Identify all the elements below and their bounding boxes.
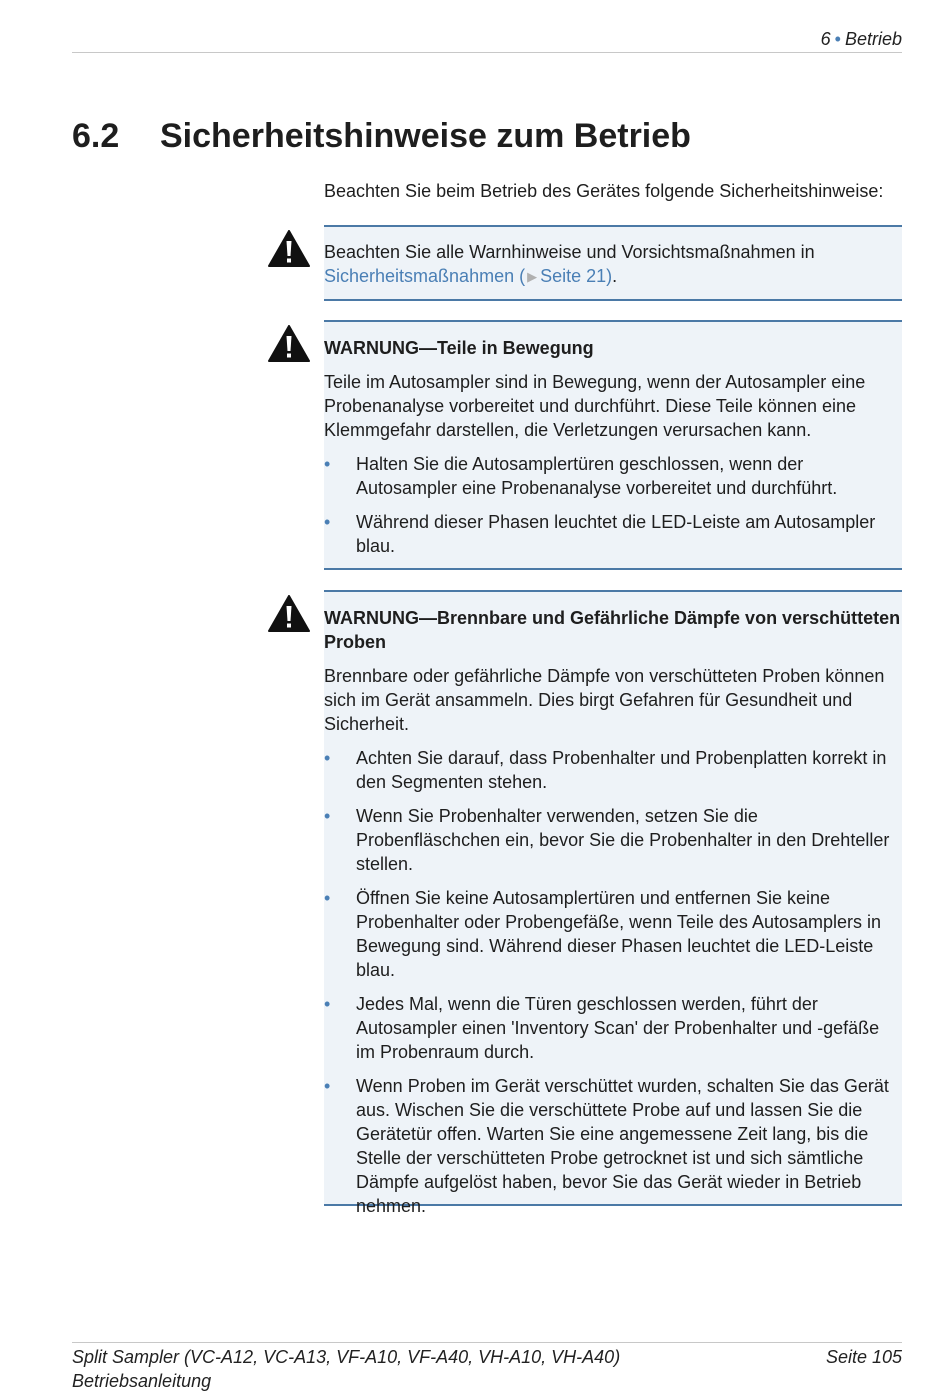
list-item: • Jedes Mal, wenn die Türen geschlossen werden, führt der Autosampler einen 'Inventory Scan' der Probenhalter und -gefäße im Probenraum durch. <box>324 992 902 1064</box>
section-heading <box>72 112 691 160</box>
list-item: • Halten Sie die Autosamplertüren geschlossen, wenn der Autosampler eine Probenanalyse vorbereitet und durchführt. <box>324 452 902 500</box>
list-item: • Wenn Proben im Gerät verschüttet wurden, schalten Sie das Gerät aus. Wischen Sie die verschüttete Probe auf und lassen Sie die Gerätetür offen. Warten Sie eine angemessene Zeit lang, bis die Stelle der verschütteten Probe getrocknet ist und sich sämtliche Dämpfe aufgelöst haben, bevor Sie das Gerät wieder in Betrieb nehmen. <box>324 1074 902 1218</box>
page-footer <box>72 1342 902 1393</box>
notice-body: Beachten Sie alle Warnhinweise und Vorsichtsmaßnahmen in <box>324 242 815 262</box>
list-item: • Wenn Sie Probenhalter verwenden, setzen Sie die Probenfläschchen ein, bevor Sie die Probenhalter in den Drehteller stellen. <box>324 804 902 876</box>
footer-doc-type: Betriebsanleitung <box>72 1371 212 1391</box>
warning-triangle-icon <box>268 325 310 363</box>
warning-flammable-vapors <box>324 590 902 1216</box>
chapter-number: 6 <box>820 29 831 49</box>
list-item: • Öffnen Sie keine Autosamplertüren und entfernen Sie keine Probenhalter oder Probengefäße, wenn Teile des Autosamplers in Bewegung sind. Während dieser Phasen leuchtet die LED-Leiste blau. <box>324 886 902 982</box>
warning-body: Brennbare oder gefährliche Dämpfe von verschütteten Proben können sich im Gerät ansammeln. Dies birgt Gefahren für Gesundheit und Sicherheit. <box>324 666 885 734</box>
notice-text <box>324 240 902 289</box>
warning-bullets <box>324 452 902 558</box>
warning-body: Teile im Autosampler sind in Bewegung, wenn der Autosampler eine Probenanalyse vorbereitet und durchführt. Diese Teile können eine Klemmgefahr darstellen, die Verletzungen verursachen kann. <box>324 372 866 440</box>
link-page: Seite 21) <box>540 266 613 286</box>
page-header <box>72 28 902 53</box>
link-label: Sicherheitsmaßnahmen ( <box>324 266 526 286</box>
notice-end: . <box>612 266 618 286</box>
warning-bullets <box>324 746 902 1218</box>
warning-moving-parts <box>324 320 902 570</box>
page-number: Seite 105 <box>825 1347 902 1367</box>
section-title: Sicherheitshinweise zum Betrieb <box>160 117 691 155</box>
link-arrow-icon: ▶ <box>527 269 538 284</box>
safety-notice <box>324 225 902 301</box>
bullet-separator: • <box>834 29 841 49</box>
section-number: 6.2 <box>72 117 120 155</box>
warning-triangle-icon <box>268 595 310 633</box>
warning-title: WARNUNG—Teile in Bewegung <box>324 338 594 358</box>
intro-text: Beachten Sie beim Betrieb des Gerätes folgende Sicherheitshinweise: <box>324 181 884 201</box>
footer-product: Split Sampler (VC-A12, VC-A13, VF-A10, VF-A40, VH-A10, VH-A40) <box>72 1347 621 1367</box>
footer-product-block <box>72 1343 902 1393</box>
warning-triangle-icon <box>268 230 310 268</box>
list-item: • Während dieser Phasen leuchtet die LED-Leiste am Autosampler blau. <box>324 510 902 558</box>
safety-link[interactable] <box>324 266 612 286</box>
warning-title: WARNUNG—Brennbare und Gefährliche Dämpfe von verschütteten Proben <box>324 608 901 652</box>
chapter-title: Betrieb <box>844 29 902 49</box>
list-item: • Achten Sie darauf, dass Probenhalter und Probenplatten korrekt in den Segmenten stehen. <box>324 746 902 794</box>
